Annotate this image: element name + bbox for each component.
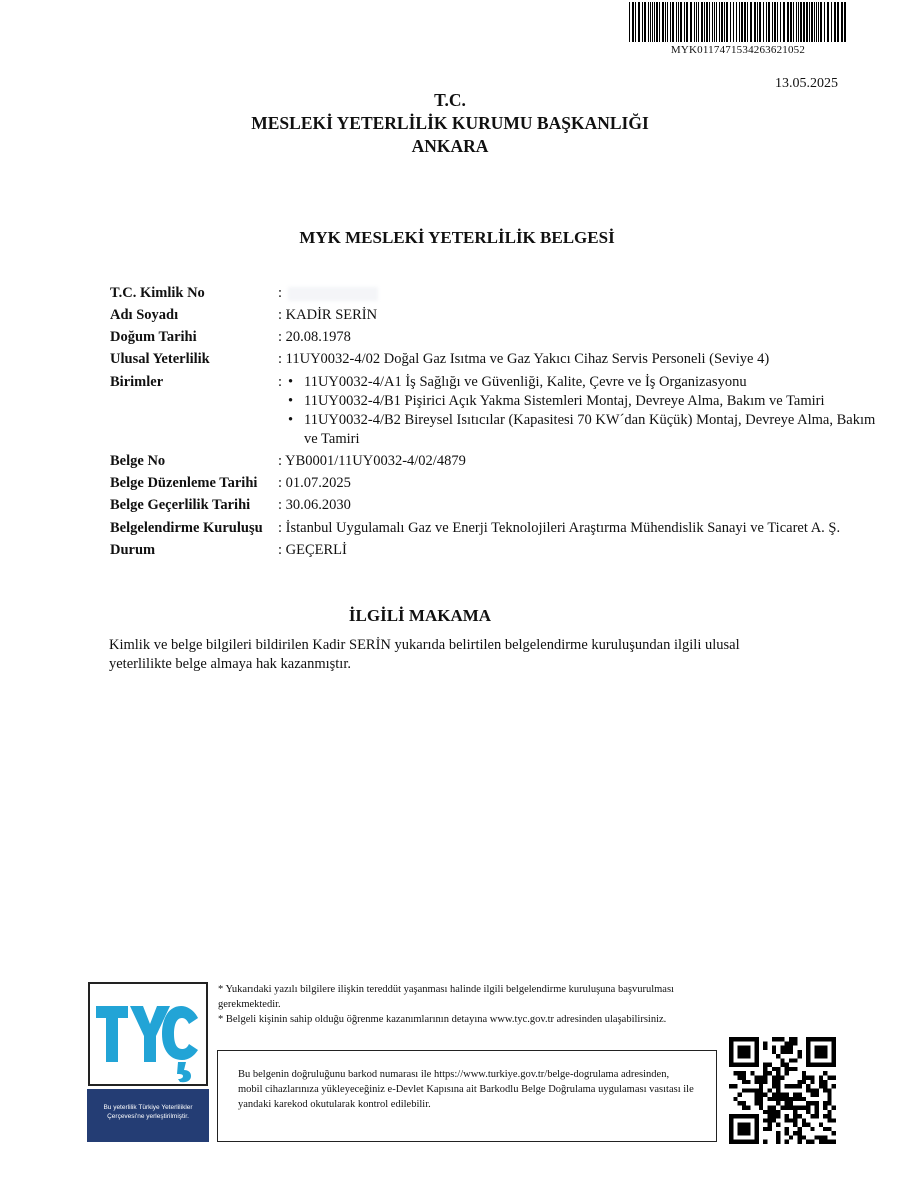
field-label: Belge Geçerlilik Tarihi (110, 497, 251, 513)
field-label: Adı Soyadı (110, 307, 179, 323)
field-value: : YB0001/11UY0032-4/02/4879 (278, 453, 466, 469)
header-country: T.C. (434, 90, 466, 110)
field-label: Belgelendirme Kuruluşu (110, 520, 263, 536)
field-label: Ulusal Yeterlilik (110, 351, 210, 367)
header-institution: MESLEKİ YETERLİLİK KURUMU BAŞKANLIĞI (251, 113, 649, 133)
barcode (629, 2, 847, 42)
unit-item: • 11UY0032-4/B2 Bireysel Isıtıcılar (Kapasitesi 70 KW´dan Küçük) Montaj, Devreye Alma, Bakım ve Tamiri (288, 412, 876, 447)
makam-text: Kimlik ve belge bilgileri bildirilen Kadir SERİN yukarıda belirtilen belgelendirme kuruluşundan ilgili ulusal yeterlilikte belge almaya hak kazanmıştır. (109, 637, 740, 672)
verification-text: Bu belgenin doğruluğunu barkod numarası ile https://www.turkiye.gov.tr/belge-dogrulama adresinden, mobil cihazlarınıza yükleyeceğiniz e-Devlet Kapısına ait Barkodlu Belge Doğrulama uygulaması vasıtası ile yandaki karekod okutularak kontrol edilebilir. (238, 1069, 694, 1110)
field-value: : KADİR SERİN (278, 307, 378, 323)
tyc-logo-icon (90, 984, 206, 1084)
field-label: T.C. Kimlik No (110, 285, 205, 301)
verification-box (217, 1050, 717, 1142)
bullet: • (288, 412, 294, 428)
field-label: Belge No (110, 453, 166, 469)
field-label: Birimler (110, 374, 164, 390)
field-value: : 30.06.2030 (278, 497, 351, 513)
makam-title: İLGİLİ MAKAMA (348, 606, 492, 625)
qr-code[interactable] (729, 1037, 836, 1144)
document-title: MYK MESLEKİ YETERLİLİK BELGESİ (299, 228, 615, 247)
redacted-value (288, 287, 378, 301)
tyc-logo-caption: Bu yeterlilik Türkiye Yeterlilikler Çerçevesi'ne yerleştirilmiştir. (87, 1089, 209, 1142)
print-date: 13.05.2025 (775, 76, 838, 91)
field-value: : (278, 284, 378, 303)
bullet: • (288, 393, 294, 409)
footnotes (218, 982, 688, 1027)
field-value: : 11UY0032-4/02 Doğal Gaz Isıtma ve Gaz Yakıcı Cihaz Servis Personeli (Seviye 4) (278, 351, 770, 367)
field-value: : 01.07.2025 (278, 475, 351, 491)
field-label: Belge Düzenleme Tarihi (110, 475, 258, 491)
unit-item: • 11UY0032-4/B1 Pişirici Açık Yakma Sistemleri Montaj, Devreye Alma, Bakım ve Tamiri (288, 393, 825, 409)
field-label: Durum (110, 542, 156, 558)
field-value: : İstanbul Uygulamalı Gaz ve Enerji Teknolojileri Araştırma Mühendislik Sanayi ve Ticaret A. Ş. (278, 520, 841, 536)
unit-list (278, 373, 878, 449)
footnote: * Belgeli kişinin sahip olduğu öğrenme kazanımlarının detayına www.tyc.gov.tr adresinden ulaşabilirsiniz. (218, 1014, 667, 1025)
footnote: * Yukarıdaki yazılı bilgilere ilişkin tereddüt yaşanması halinde ilgili belgelendirme kuruluşuna başvurulması gerekmektedir. (218, 984, 674, 1010)
barcode-number: MYK0117471534263621052 (670, 44, 806, 56)
header-city: ANKARA (411, 136, 489, 156)
field-label: Doğum Tarihi (110, 329, 197, 345)
bullet: • (288, 374, 294, 390)
field-value: : GEÇERLİ (278, 542, 347, 558)
unit-item: : • 11UY0032-4/A1 İş Sağlığı ve Güvenliği, Kalite, Çevre ve İş Organizasyonu (278, 374, 747, 390)
field-value: : 20.08.1978 (278, 329, 351, 345)
tyc-logo (88, 982, 208, 1086)
